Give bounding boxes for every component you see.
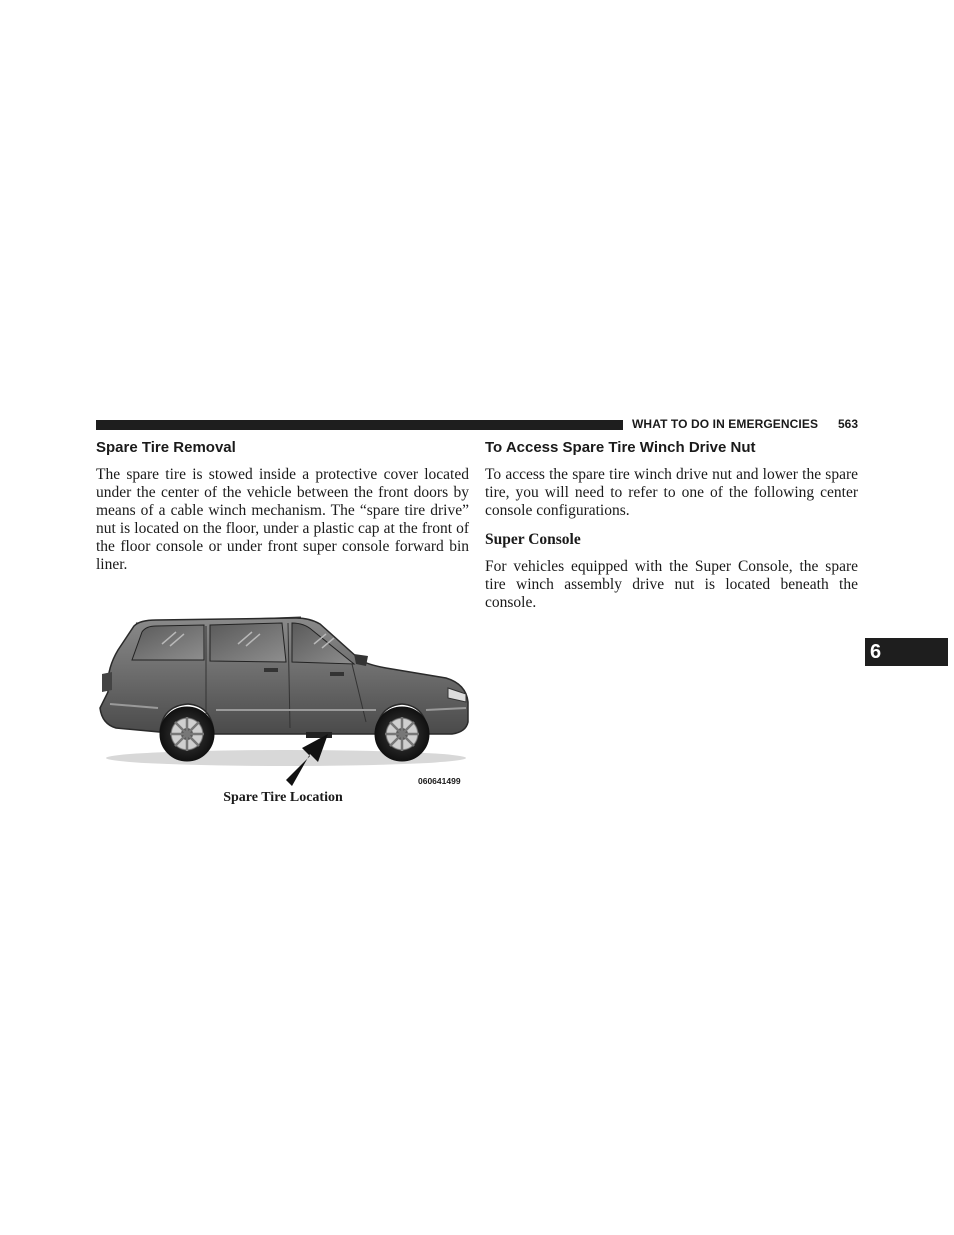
super-console-paragraph: For vehicles equipped with the Super Console, the spare tire winch assembly drive nut is located beneath the console. [485,558,858,611]
figure-caption: Spare Tire Location [223,790,343,805]
winch-drive-nut-heading: To Access Spare Tire Winch Drive Nut [485,439,756,456]
spare-tire-removal-heading: Spare Tire Removal [96,439,236,456]
super-console-subheading: Super Console [485,531,581,548]
left-column [96,438,469,584]
spare-tire-location-figure [96,610,470,790]
header-rule [96,420,623,430]
section-title: WHAT TO DO IN EMERGENCIES [632,417,819,431]
right-column [485,438,858,622]
winch-drive-nut-paragraph: To access the spare tire winch drive nut and lower the spare tire, you will need to refer to one of the following center console configurations. [485,466,858,519]
page-number: 563 [838,417,859,431]
minivan-illustration [96,610,470,790]
chapter-tab: 6 [865,638,948,666]
spare-tire-removal-paragraph: The spare tire is stowed inside a protective cover located under the center of the vehicle between the front doors by means of a cable winch mechanism. The “spare tire drive” nut is located on the floor, under a plastic cap at the front of the floor console or under front super console forward bin liner. [96,466,469,573]
figure-code: 060641499 [418,776,461,786]
